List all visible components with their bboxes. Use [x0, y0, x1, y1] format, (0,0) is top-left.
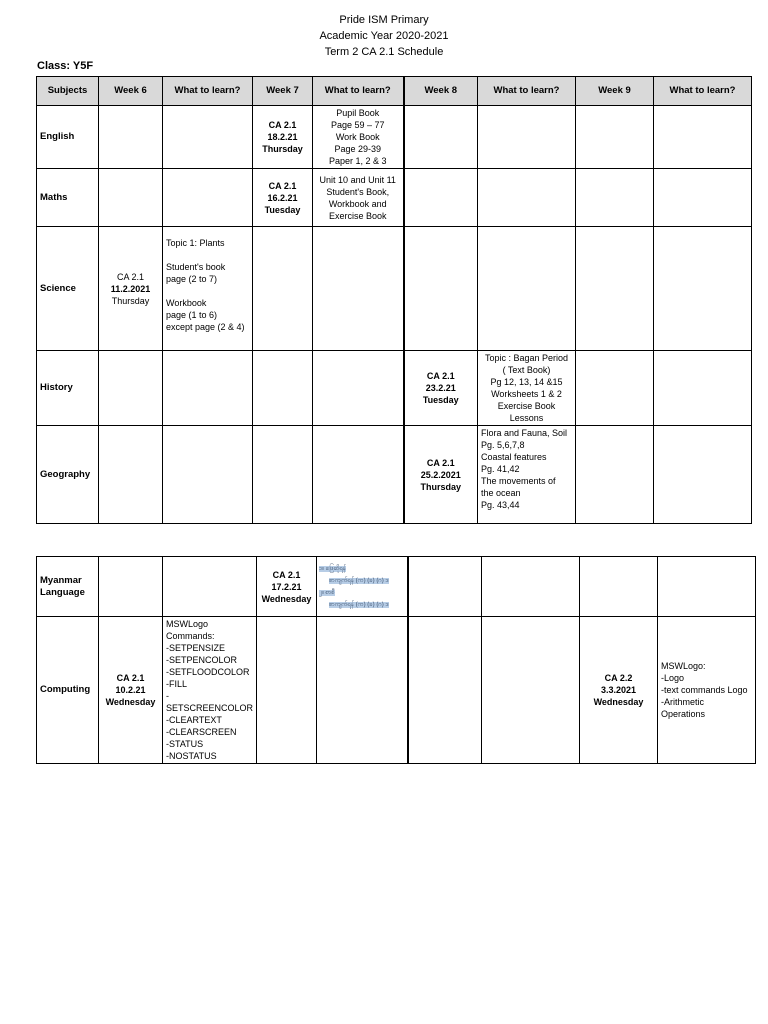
document-header: [0, 12, 768, 60]
science-week6-learn: Topic 1: Plants Student's book page (2 to 7) Workbook page (1 to 6) except page (2 & 4): [163, 227, 253, 351]
empty-cell: [654, 351, 752, 426]
table-row: [37, 106, 752, 169]
computing-week9: CA 2.2 3.3.2021 Wednesday: [580, 617, 658, 764]
empty-cell: [478, 169, 576, 227]
col-header: Subjects: [37, 77, 99, 106]
geography-week8: CA 2.1 25.2.2021 Thursday: [404, 426, 478, 524]
myanmar-week7-learn: [317, 557, 408, 617]
myanmar-line: စာကျက်ရန် (က) (ခ) (ဂ) ဒ: [329, 577, 389, 584]
empty-cell: [317, 617, 408, 764]
col-header: What to learn?: [313, 77, 404, 106]
empty-cell: [163, 169, 253, 227]
col-header: Week 9: [576, 77, 654, 106]
empty-cell: [654, 227, 752, 351]
table-row: [37, 426, 752, 524]
science-week6-date: 11.2.2021: [110, 283, 151, 294]
empty-cell: [404, 227, 478, 351]
table-row: [37, 557, 756, 617]
empty-cell: [478, 227, 576, 351]
empty-cell: [99, 557, 163, 617]
empty-cell: [313, 426, 404, 524]
empty-cell: [482, 617, 580, 764]
science-week6-day: Thursday: [111, 295, 150, 306]
col-header: Week 8: [404, 77, 478, 106]
empty-cell: [313, 227, 404, 351]
subject-history: History: [37, 351, 99, 426]
empty-cell: [408, 557, 482, 617]
col-header: What to learn?: [163, 77, 253, 106]
subject-computing: Computing: [37, 617, 99, 764]
empty-cell: [482, 557, 580, 617]
table-row: [37, 227, 752, 351]
history-week8-learn: Topic : Bagan Period ( Text Book) Pg 12, 13, 14 &15 Worksheets 1 & 2 Exercise Book Lessons: [478, 351, 576, 426]
empty-cell: [576, 351, 654, 426]
empty-cell: [658, 557, 756, 617]
empty-cell: [99, 426, 163, 524]
table-row: [37, 169, 752, 227]
maths-week7: CA 2.1 16.2.21 Tuesday: [253, 169, 313, 227]
header-row: [37, 77, 752, 106]
english-week7-learn: Pupil Book Page 59 – 77 Work Book Page 29-39 Paper 1, 2 & 3: [313, 106, 404, 169]
col-header: Week 7: [253, 77, 313, 106]
english-week7: CA 2.1 18.2.21 Thursday: [253, 106, 313, 169]
empty-cell: [99, 169, 163, 227]
myanmar-line: ၂။ စာစီ: [319, 589, 335, 596]
subject-science: Science: [37, 227, 99, 351]
empty-cell: [163, 351, 253, 426]
table-row: [37, 351, 752, 426]
schedule-table: [36, 76, 752, 524]
col-header: What to learn?: [654, 77, 752, 106]
subject-myanmar: Myanmar Language: [37, 557, 99, 617]
empty-cell: [654, 426, 752, 524]
empty-cell: [257, 617, 317, 764]
subject-english: English: [37, 106, 99, 169]
empty-cell: [576, 426, 654, 524]
empty-cell: [576, 106, 654, 169]
empty-cell: [654, 106, 752, 169]
empty-cell: [163, 557, 257, 617]
history-week8: CA 2.1 23.2.21 Tuesday: [404, 351, 478, 426]
subject-geography: Geography: [37, 426, 99, 524]
school-name: Pride ISM Primary: [339, 14, 429, 26]
science-week6: [99, 227, 163, 351]
empty-cell: [408, 617, 482, 764]
empty-cell: [478, 106, 576, 169]
computing-week6: CA 2.1 10.2.21 Wednesday: [99, 617, 163, 764]
schedule-table-2: [36, 556, 756, 764]
academic-year: Academic Year 2020-2021: [319, 30, 449, 42]
empty-cell: [99, 106, 163, 169]
empty-cell: [576, 227, 654, 351]
empty-cell: [654, 169, 752, 227]
empty-cell: [253, 426, 313, 524]
col-header: What to learn?: [478, 77, 576, 106]
empty-cell: [313, 351, 404, 426]
computing-week9-learn: MSWLogo: -Logo -text commands Logo -Arithmetic Operations: [658, 617, 756, 764]
science-week6-title: CA 2.1: [116, 271, 145, 282]
geography-week8-learn: Flora and Fauna, Soil Pg. 5,6,7,8 Coastal features Pg. 41,42 The movements of the ocean Pg. 43,44: [478, 426, 576, 524]
computing-week6-learn: MSWLogo Commands: -SETPENSIZE -SETPENCOLOR -SETFLOODCOLOR -FILL -SETSCREENCOLOR -CLEARTEXT -CLEARSCREEN -STATUS -NOSTATUS: [163, 617, 257, 764]
myanmar-line: ၁။ ဖြေဆိုရန်: [319, 565, 347, 572]
maths-week7-learn: Unit 10 and Unit 11 Student's Book, Workbook and Exercise Book: [313, 169, 404, 227]
empty-cell: [404, 169, 478, 227]
empty-cell: [99, 351, 163, 426]
empty-cell: [163, 426, 253, 524]
subject-maths: Maths: [37, 169, 99, 227]
schedule-title: Term 2 CA 2.1 Schedule: [324, 46, 444, 58]
empty-cell: [404, 106, 478, 169]
myanmar-week7: CA 2.1 17.2.21 Wednesday: [257, 557, 317, 617]
class-label: Class: Y5F: [37, 60, 94, 72]
empty-cell: [576, 169, 654, 227]
table-row: [37, 617, 756, 764]
empty-cell: [253, 351, 313, 426]
empty-cell: [580, 557, 658, 617]
col-header: Week 6: [99, 77, 163, 106]
empty-cell: [163, 106, 253, 169]
empty-cell: [253, 227, 313, 351]
myanmar-line: စာကျက်ရန် (က) (ခ) (ဂ) ဒ: [329, 601, 389, 608]
